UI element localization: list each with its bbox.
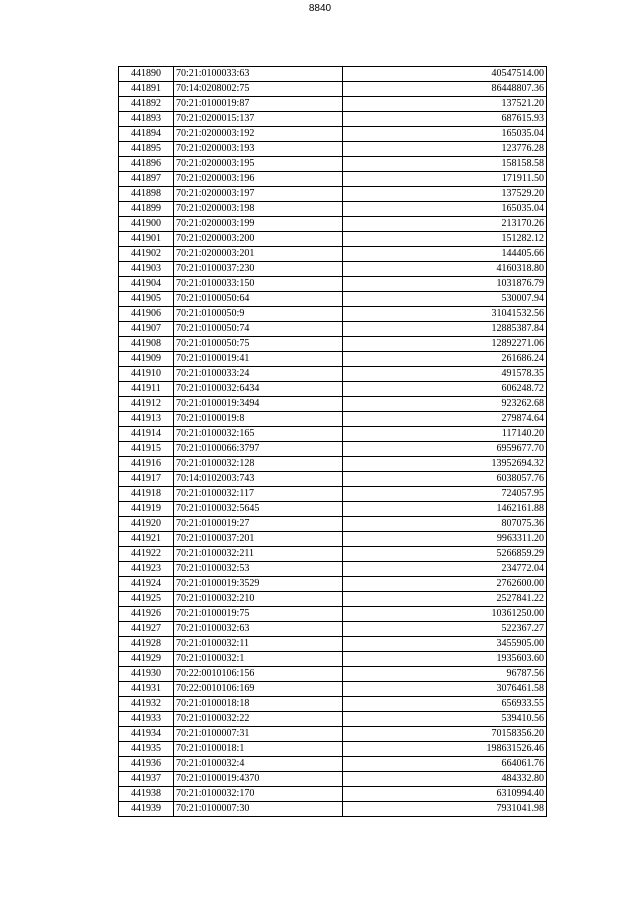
row-number-cell: 441912 bbox=[119, 397, 174, 412]
cadastral-value-cell: 6038057.76 bbox=[343, 472, 547, 487]
cadastral-number-cell: 70:21:0100018:1 bbox=[174, 742, 343, 757]
cadastral-number-cell: 70:21:0100032:117 bbox=[174, 487, 343, 502]
table-row bbox=[119, 412, 547, 427]
row-number-cell: 441921 bbox=[119, 532, 174, 547]
table-row bbox=[119, 727, 547, 742]
cadastral-value-cell: 13952694.32 bbox=[343, 457, 547, 472]
table-row bbox=[119, 607, 547, 622]
cadastral-number-cell: 70:21:0100033:63 bbox=[174, 67, 343, 82]
table-row bbox=[119, 742, 547, 757]
table-row bbox=[119, 142, 547, 157]
cadastral-value-cell: 3076461.58 bbox=[343, 682, 547, 697]
cadastral-value-cell: 522367.27 bbox=[343, 622, 547, 637]
cadastral-value-cell: 165035.04 bbox=[343, 202, 547, 217]
row-number-cell: 441937 bbox=[119, 772, 174, 787]
cadastral-value-cell: 198631526.46 bbox=[343, 742, 547, 757]
cadastral-number-cell: 70:21:0100050:64 bbox=[174, 292, 343, 307]
table-row bbox=[119, 322, 547, 337]
table-row bbox=[119, 292, 547, 307]
cadastral-number-cell: 70:21:0100033:150 bbox=[174, 277, 343, 292]
table-row bbox=[119, 112, 547, 127]
cadastral-value-cell: 664061.76 bbox=[343, 757, 547, 772]
cadastral-number-cell: 70:21:0200003:192 bbox=[174, 127, 343, 142]
cadastral-number-cell: 70:21:0200015:137 bbox=[174, 112, 343, 127]
table-row bbox=[119, 757, 547, 772]
cadastral-number-cell: 70:21:0200003:198 bbox=[174, 202, 343, 217]
row-number-cell: 441890 bbox=[119, 67, 174, 82]
table-row bbox=[119, 337, 547, 352]
cadastral-value-cell: 10361250.00 bbox=[343, 607, 547, 622]
table-row bbox=[119, 67, 547, 82]
cadastral-number-cell: 70:21:0100007:31 bbox=[174, 727, 343, 742]
cadastral-value-cell: 158158.58 bbox=[343, 157, 547, 172]
cadastral-number-cell: 70:21:0100032:63 bbox=[174, 622, 343, 637]
cadastral-number-cell: 70:21:0100032:53 bbox=[174, 562, 343, 577]
cadastral-number-cell: 70:21:0200003:193 bbox=[174, 142, 343, 157]
cadastral-value-cell: 724057.95 bbox=[343, 487, 547, 502]
table-row bbox=[119, 382, 547, 397]
cadastral-value-table bbox=[118, 66, 547, 817]
row-number-cell: 441931 bbox=[119, 682, 174, 697]
row-number-cell: 441923 bbox=[119, 562, 174, 577]
table-row bbox=[119, 577, 547, 592]
cadastral-value-cell: 530007.94 bbox=[343, 292, 547, 307]
table-row bbox=[119, 637, 547, 652]
cadastral-value-cell: 151282.12 bbox=[343, 232, 547, 247]
cadastral-value-cell: 1031876.79 bbox=[343, 277, 547, 292]
cadastral-number-cell: 70:21:0100050:9 bbox=[174, 307, 343, 322]
row-number-cell: 441916 bbox=[119, 457, 174, 472]
table-row bbox=[119, 442, 547, 457]
table-row bbox=[119, 97, 547, 112]
cadastral-value-cell: 807075.36 bbox=[343, 517, 547, 532]
row-number-cell: 441898 bbox=[119, 187, 174, 202]
cadastral-number-cell: 70:21:0200003:201 bbox=[174, 247, 343, 262]
table-row bbox=[119, 667, 547, 682]
table-row bbox=[119, 172, 547, 187]
cadastral-number-cell: 70:21:0100037:230 bbox=[174, 262, 343, 277]
table-row bbox=[119, 457, 547, 472]
row-number-cell: 441924 bbox=[119, 577, 174, 592]
row-number-cell: 441895 bbox=[119, 142, 174, 157]
table-row bbox=[119, 427, 547, 442]
cadastral-number-cell: 70:21:0100032:128 bbox=[174, 457, 343, 472]
cadastral-number-cell: 70:14:0102003:743 bbox=[174, 472, 343, 487]
cadastral-number-cell: 70:21:0100019:75 bbox=[174, 607, 343, 622]
row-number-cell: 441930 bbox=[119, 667, 174, 682]
table-row bbox=[119, 277, 547, 292]
cadastral-number-cell: 70:21:0100018:18 bbox=[174, 697, 343, 712]
row-number-cell: 441927 bbox=[119, 622, 174, 637]
cadastral-number-cell: 70:21:0100032:22 bbox=[174, 712, 343, 727]
row-number-cell: 441926 bbox=[119, 607, 174, 622]
cadastral-value-cell: 4160318.80 bbox=[343, 262, 547, 277]
cadastral-number-cell: 70:21:0200003:200 bbox=[174, 232, 343, 247]
row-number-cell: 441938 bbox=[119, 787, 174, 802]
table-row bbox=[119, 787, 547, 802]
cadastral-value-cell: 1462161.88 bbox=[343, 502, 547, 517]
cadastral-value-cell: 213170.26 bbox=[343, 217, 547, 232]
cadastral-value-cell: 123776.28 bbox=[343, 142, 547, 157]
cadastral-value-cell: 923262.68 bbox=[343, 397, 547, 412]
cadastral-value-cell: 2762600.00 bbox=[343, 577, 547, 592]
row-number-cell: 441933 bbox=[119, 712, 174, 727]
page-number: 8840 bbox=[308, 3, 332, 14]
row-number-cell: 441925 bbox=[119, 592, 174, 607]
cadastral-number-cell: 70:21:0100032:6434 bbox=[174, 382, 343, 397]
cadastral-value-cell: 12892271.06 bbox=[343, 337, 547, 352]
row-number-cell: 441900 bbox=[119, 217, 174, 232]
table-row bbox=[119, 352, 547, 367]
table-row bbox=[119, 532, 547, 547]
row-number-cell: 441904 bbox=[119, 277, 174, 292]
row-number-cell: 441893 bbox=[119, 112, 174, 127]
cadastral-number-cell: 70:21:0100032:11 bbox=[174, 637, 343, 652]
table-row bbox=[119, 697, 547, 712]
cadastral-value-cell: 6959677.70 bbox=[343, 442, 547, 457]
table-row bbox=[119, 127, 547, 142]
cadastral-number-cell: 70:21:0100007:30 bbox=[174, 802, 343, 817]
row-number-cell: 441902 bbox=[119, 247, 174, 262]
cadastral-value-cell: 171911.50 bbox=[343, 172, 547, 187]
cadastral-number-cell: 70:21:0100019:3529 bbox=[174, 577, 343, 592]
row-number-cell: 441907 bbox=[119, 322, 174, 337]
row-number-cell: 441908 bbox=[119, 337, 174, 352]
row-number-cell: 441932 bbox=[119, 697, 174, 712]
table-row bbox=[119, 802, 547, 817]
cadastral-value-cell: 86448807.36 bbox=[343, 82, 547, 97]
cadastral-number-cell: 70:21:0100033:24 bbox=[174, 367, 343, 382]
row-number-cell: 441934 bbox=[119, 727, 174, 742]
row-number-cell: 441910 bbox=[119, 367, 174, 382]
row-number-cell: 441919 bbox=[119, 502, 174, 517]
cadastral-value-cell: 40547514.00 bbox=[343, 67, 547, 82]
row-number-cell: 441909 bbox=[119, 352, 174, 367]
table-row bbox=[119, 262, 547, 277]
cadastral-value-cell: 9963311.20 bbox=[343, 532, 547, 547]
row-number-cell: 441892 bbox=[119, 97, 174, 112]
cadastral-value-cell: 31041532.56 bbox=[343, 307, 547, 322]
cadastral-number-cell: 70:21:0100032:211 bbox=[174, 547, 343, 562]
cadastral-value-cell: 12885387.84 bbox=[343, 322, 547, 337]
cadastral-value-cell: 137521.20 bbox=[343, 97, 547, 112]
row-number-cell: 441936 bbox=[119, 757, 174, 772]
table-row bbox=[119, 547, 547, 562]
row-number-cell: 441913 bbox=[119, 412, 174, 427]
cadastral-value-cell: 96787.56 bbox=[343, 667, 547, 682]
cadastral-value-cell: 165035.04 bbox=[343, 127, 547, 142]
table-row bbox=[119, 652, 547, 667]
row-number-cell: 441928 bbox=[119, 637, 174, 652]
cadastral-value-cell: 484332.80 bbox=[343, 772, 547, 787]
cadastral-number-cell: 70:21:0200003:199 bbox=[174, 217, 343, 232]
cadastral-value-cell: 491578.35 bbox=[343, 367, 547, 382]
table-row bbox=[119, 562, 547, 577]
cadastral-number-cell: 70:21:0100032:1 bbox=[174, 652, 343, 667]
table-row bbox=[119, 472, 547, 487]
cadastral-number-cell: 70:21:0100050:74 bbox=[174, 322, 343, 337]
table-row bbox=[119, 622, 547, 637]
table-row bbox=[119, 772, 547, 787]
table-row bbox=[119, 232, 547, 247]
row-number-cell: 441918 bbox=[119, 487, 174, 502]
table-row bbox=[119, 517, 547, 532]
cadastral-number-cell: 70:21:0200003:195 bbox=[174, 157, 343, 172]
row-number-cell: 441922 bbox=[119, 547, 174, 562]
table-row bbox=[119, 217, 547, 232]
row-number-cell: 441935 bbox=[119, 742, 174, 757]
cadastral-number-cell: 70:21:0100019:27 bbox=[174, 517, 343, 532]
table-row bbox=[119, 712, 547, 727]
cadastral-value-cell: 6310994.40 bbox=[343, 787, 547, 802]
table-row bbox=[119, 157, 547, 172]
row-number-cell: 441901 bbox=[119, 232, 174, 247]
cadastral-value-cell: 137529.20 bbox=[343, 187, 547, 202]
cadastral-value-cell: 606248.72 bbox=[343, 382, 547, 397]
table-row bbox=[119, 202, 547, 217]
row-number-cell: 441906 bbox=[119, 307, 174, 322]
cadastral-value-cell: 687615.93 bbox=[343, 112, 547, 127]
cadastral-number-cell: 70:21:0100019:8 bbox=[174, 412, 343, 427]
cadastral-number-cell: 70:22:0010106:156 bbox=[174, 667, 343, 682]
cadastral-value-cell: 5266859.29 bbox=[343, 547, 547, 562]
row-number-cell: 441920 bbox=[119, 517, 174, 532]
table-row bbox=[119, 367, 547, 382]
cadastral-number-cell: 70:21:0100019:87 bbox=[174, 97, 343, 112]
row-number-cell: 441905 bbox=[119, 292, 174, 307]
cadastral-number-cell: 70:22:0010106:169 bbox=[174, 682, 343, 697]
cadastral-value-cell: 234772.04 bbox=[343, 562, 547, 577]
cadastral-value-cell: 144405.66 bbox=[343, 247, 547, 262]
row-number-cell: 441939 bbox=[119, 802, 174, 817]
cadastral-number-cell: 70:21:0100032:170 bbox=[174, 787, 343, 802]
cadastral-number-cell: 70:21:0100032:165 bbox=[174, 427, 343, 442]
cadastral-number-cell: 70:21:0100066:3797 bbox=[174, 442, 343, 457]
cadastral-value-cell: 539410.56 bbox=[343, 712, 547, 727]
cadastral-number-cell: 70:14:0208002:75 bbox=[174, 82, 343, 97]
row-number-cell: 441891 bbox=[119, 82, 174, 97]
cadastral-number-cell: 70:21:0100019:4370 bbox=[174, 772, 343, 787]
cadastral-value-cell: 70158356.20 bbox=[343, 727, 547, 742]
table-row bbox=[119, 592, 547, 607]
cadastral-value-cell: 3455905.00 bbox=[343, 637, 547, 652]
cadastral-value-cell: 1935603.60 bbox=[343, 652, 547, 667]
cadastral-number-cell: 70:21:0100050:75 bbox=[174, 337, 343, 352]
row-number-cell: 441915 bbox=[119, 442, 174, 457]
table-row bbox=[119, 502, 547, 517]
cadastral-number-cell: 70:21:0100019:41 bbox=[174, 352, 343, 367]
row-number-cell: 441917 bbox=[119, 472, 174, 487]
cadastral-number-cell: 70:21:0100032:5645 bbox=[174, 502, 343, 517]
row-number-cell: 441899 bbox=[119, 202, 174, 217]
cadastral-value-cell: 7931041.98 bbox=[343, 802, 547, 817]
table-row bbox=[119, 682, 547, 697]
table-row bbox=[119, 187, 547, 202]
cadastral-number-cell: 70:21:0100019:3494 bbox=[174, 397, 343, 412]
cadastral-number-cell: 70:21:0200003:196 bbox=[174, 172, 343, 187]
cadastral-value-cell: 261686.24 bbox=[343, 352, 547, 367]
table-row bbox=[119, 307, 547, 322]
row-number-cell: 441897 bbox=[119, 172, 174, 187]
cadastral-value-cell: 117140.20 bbox=[343, 427, 547, 442]
row-number-cell: 441894 bbox=[119, 127, 174, 142]
cadastral-value-cell: 656933.55 bbox=[343, 697, 547, 712]
row-number-cell: 441929 bbox=[119, 652, 174, 667]
cadastral-number-cell: 70:21:0100032:4 bbox=[174, 757, 343, 772]
cadastral-number-cell: 70:21:0100032:210 bbox=[174, 592, 343, 607]
table-row bbox=[119, 487, 547, 502]
row-number-cell: 441896 bbox=[119, 157, 174, 172]
table-row bbox=[119, 397, 547, 412]
row-number-cell: 441914 bbox=[119, 427, 174, 442]
cadastral-value-cell: 2527841.22 bbox=[343, 592, 547, 607]
table-body bbox=[119, 67, 547, 817]
cadastral-number-cell: 70:21:0100037:201 bbox=[174, 532, 343, 547]
cadastral-value-cell: 279874.64 bbox=[343, 412, 547, 427]
cadastral-number-cell: 70:21:0200003:197 bbox=[174, 187, 343, 202]
table-row bbox=[119, 82, 547, 97]
row-number-cell: 441903 bbox=[119, 262, 174, 277]
row-number-cell: 441911 bbox=[119, 382, 174, 397]
table-row bbox=[119, 247, 547, 262]
